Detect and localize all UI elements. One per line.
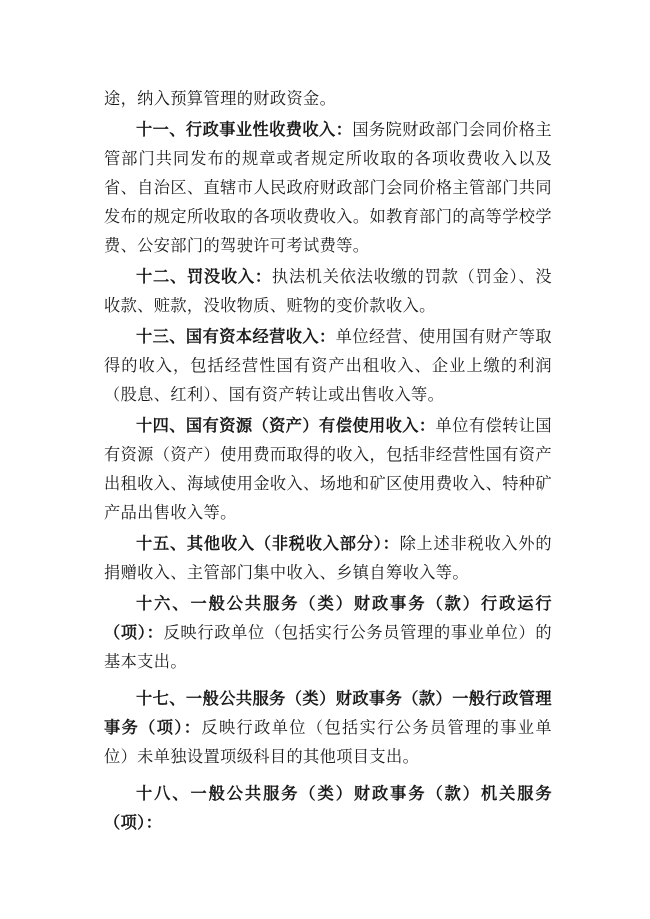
- paragraph-item-12: [104, 262, 552, 320]
- paragraph-text: 单位有偿转让国有资源（资产）使用费而取得的收入，包括非经营性国有资产出租收入、海域使用金收入、场地和矿区使用费收入、特种矿产品出售收入等。: [104, 416, 552, 522]
- paragraph-heading: 十六、一般公共服务（类）财政事务（款）行政运行（项）：: [104, 594, 552, 642]
- paragraph-text: 单位经营、使用国有财产等取得的收入，包括经营性国有资产出租收入、企业上缴的利润（股息、红利）、国有资产转让或出售收入等。: [104, 327, 552, 404]
- paragraph-item-18: [104, 779, 552, 837]
- paragraph-heading: 十四、国有资源（资产）有偿使用收入：: [136, 416, 436, 435]
- paragraph-continuation: [104, 84, 552, 113]
- paragraph-item-15: [104, 529, 552, 587]
- paragraph-heading: 十一、行政事业性收费收入：: [136, 120, 353, 139]
- paragraph-item-16: [104, 589, 552, 676]
- paragraph-text: 途，纳入预算管理的财政资金。: [104, 89, 337, 108]
- document-body: [104, 84, 552, 837]
- paragraph-text: 反映行政单位（包括实行公务员管理的事业单位）未单独设置项级科目的其他项目支出。: [104, 718, 552, 766]
- paragraph-heading: 十五、其他收入（非税收入部分）：: [136, 534, 400, 553]
- paragraph-heading: 十三、国有资本经营收入：: [136, 327, 336, 346]
- paragraph-text: 反映行政单位（包括实行公务员管理的事业单位）的基本支出。: [104, 623, 553, 671]
- paragraph-item-14: [104, 411, 552, 527]
- paragraph-heading: 十七、一般公共服务（类）财政事务（款）一般行政管理事务（项）：: [104, 689, 552, 737]
- paragraph-text: 国务院财政部门会同价格主管部门共同发布的规章或者规定所收取的各项收费收入以及省、自治区、直辖市人民政府财政部门会同价格主管部门共同发布的规定所收取的各项收费收入。如教育部门的高等学校学费、公安部门的驾驶许可考试费等。: [104, 120, 552, 255]
- paragraph-item-13: [104, 322, 552, 409]
- paragraph-text: 除上述非税收入外的捐赠收入、主管部门集中收入、乡镇自筹收入等。: [104, 534, 552, 582]
- paragraph-item-17: [104, 684, 552, 771]
- paragraph-heading: 十八、一般公共服务（类）财政事务（款）机关服务（项）：: [104, 784, 552, 832]
- paragraph-text: 执法机关依法收缴的罚款（罚金）、没收款、赃款，没收物质、赃物的变价款收入。: [104, 267, 553, 315]
- paragraph-item-11: [104, 115, 552, 260]
- paragraph-heading: 十二、罚没收入：: [136, 267, 272, 286]
